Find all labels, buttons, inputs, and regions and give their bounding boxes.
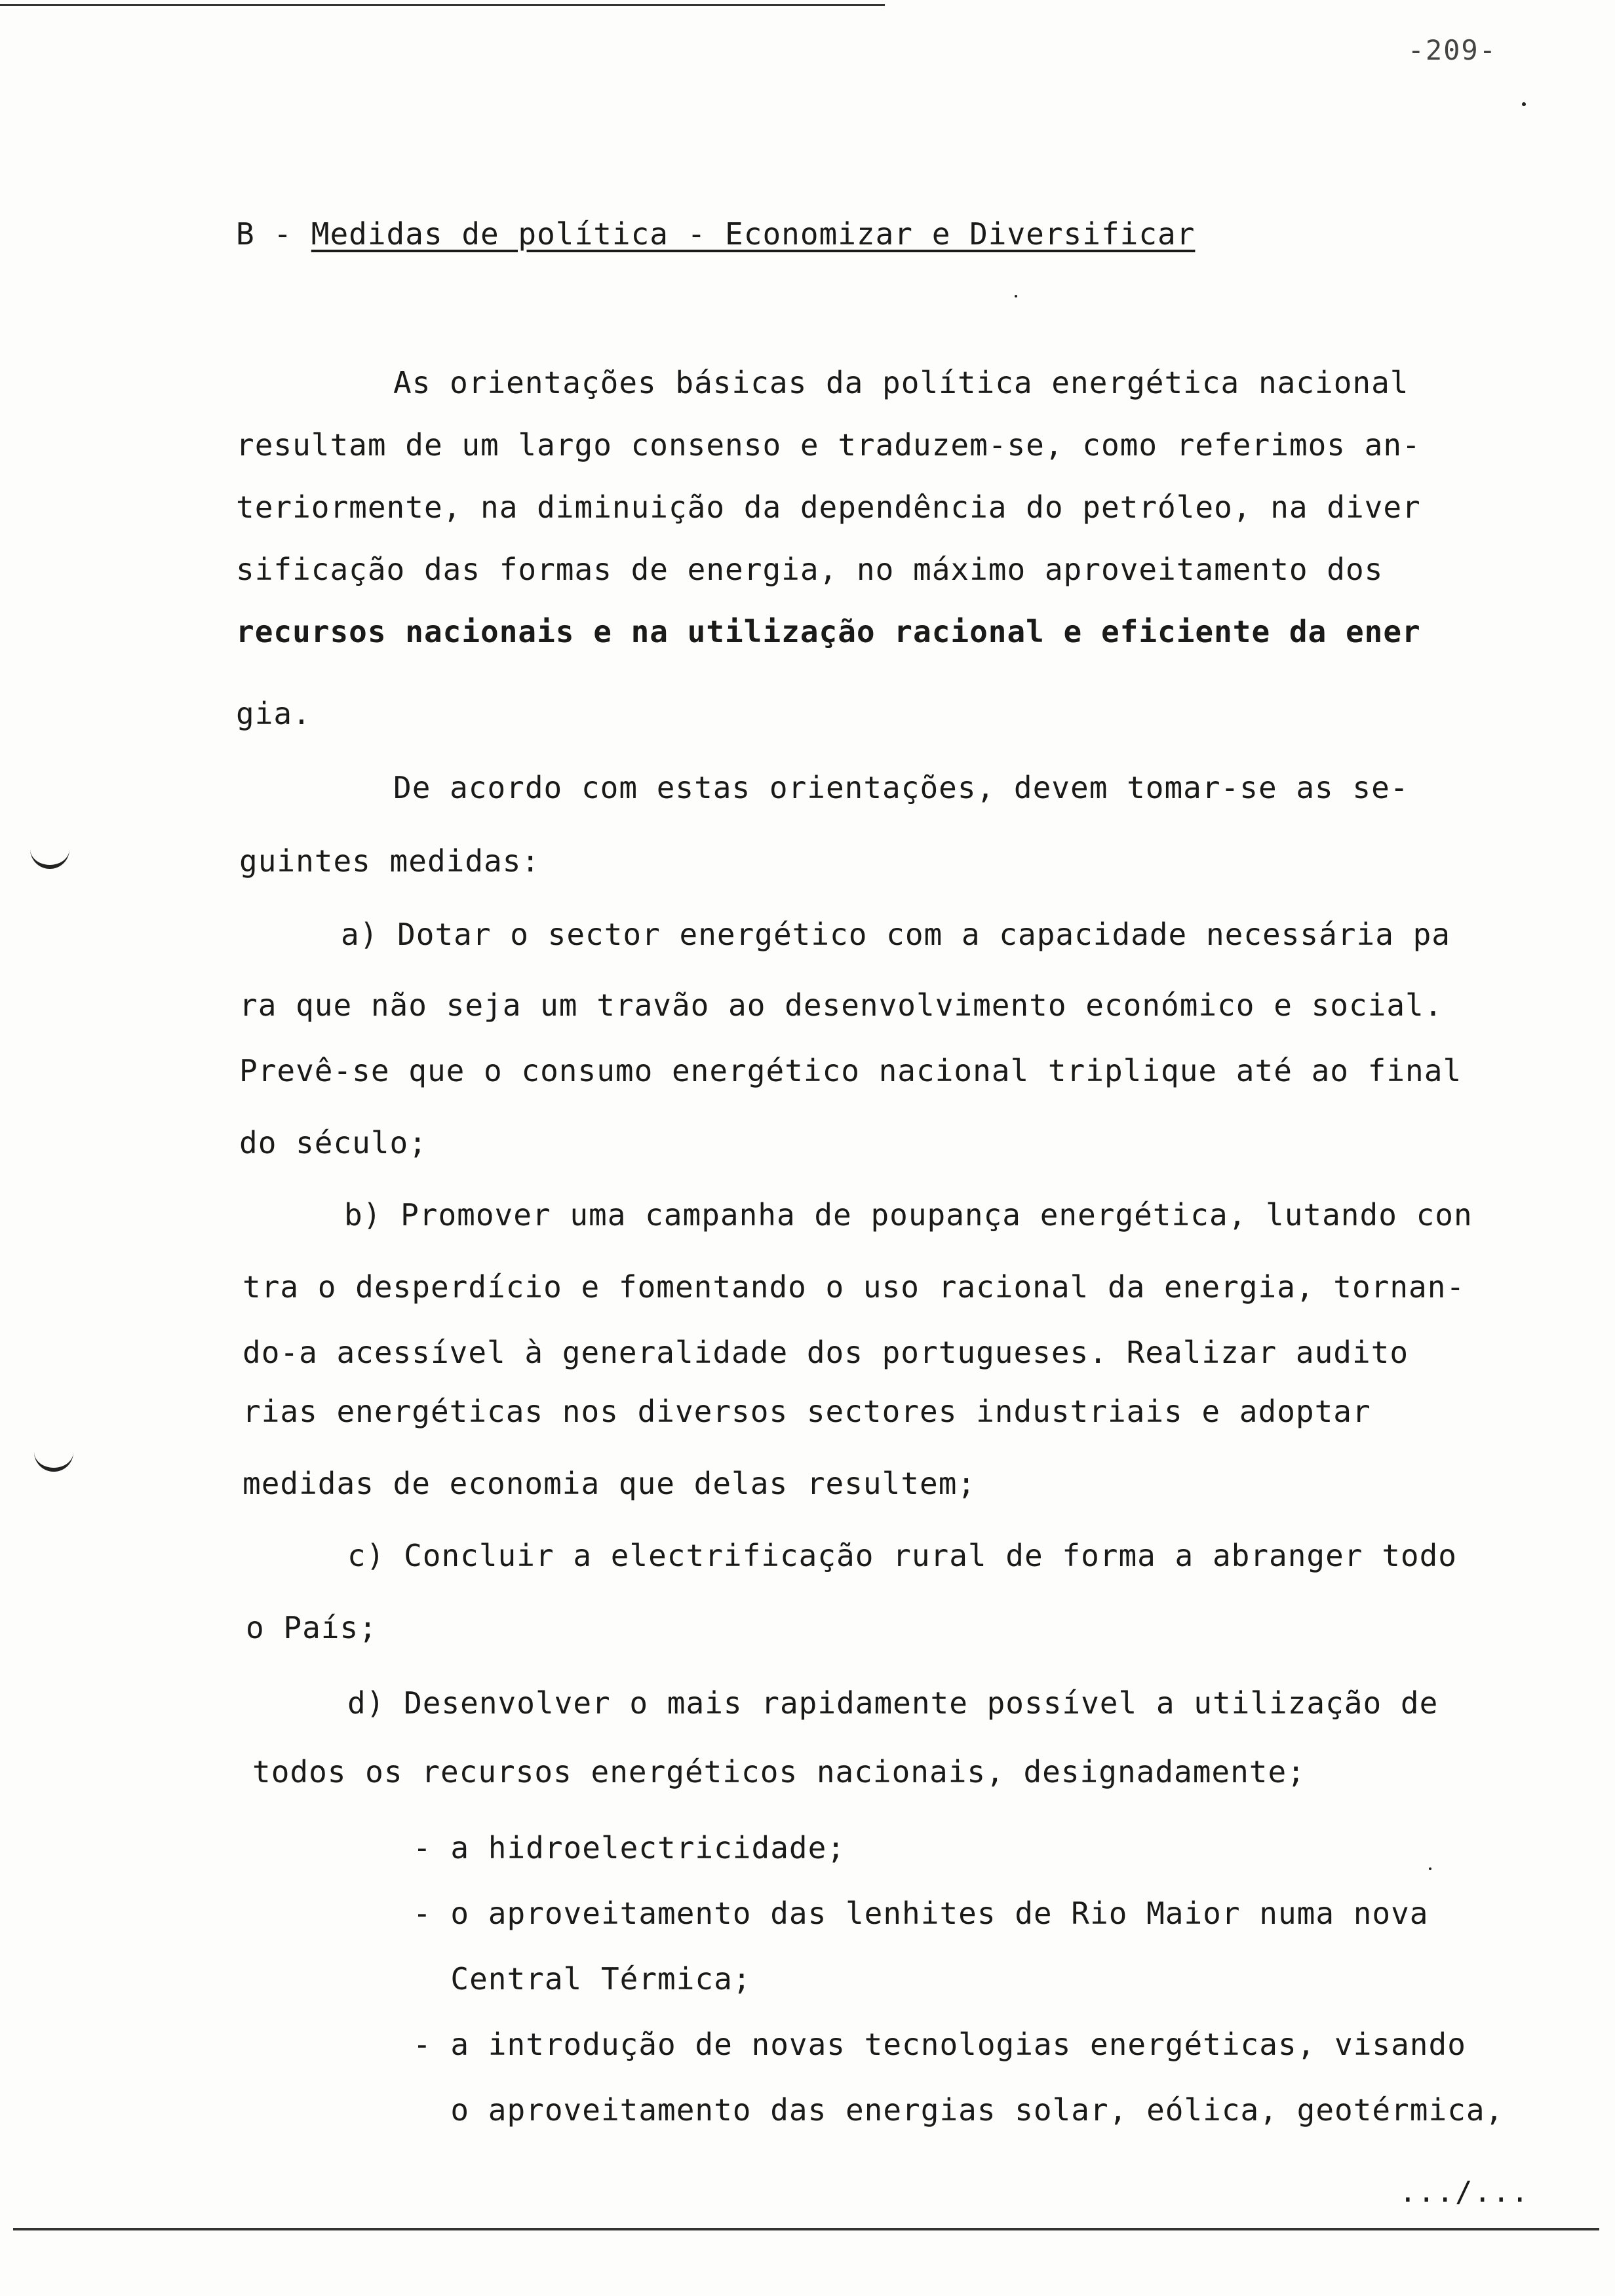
page-number: -209-: [1407, 34, 1497, 66]
item-b-line-4: rias energéticas nos diversos sectores industriais e adoptar: [243, 1394, 1371, 1429]
intro-line-1: As orientações básicas da política energética nacional: [393, 365, 1409, 400]
measures-intro-line-1: De acordo com estas orientações, devem tomar-se as se-: [393, 770, 1409, 805]
sub-item-lenhites-cont: Central Térmica;: [413, 1961, 752, 1997]
measures-intro-line-2: guintes medidas:: [239, 843, 541, 879]
sub-item-lenhites: - o aproveitamento das lenhites de Rio Maior numa nova: [413, 1896, 1429, 1931]
continuation-mark: .../...: [1399, 2175, 1530, 2209]
item-a-line-3: Prevê-se que o consumo energético nacional triplique até ao final: [239, 1053, 1462, 1088]
heading-prefix: B -: [236, 216, 311, 252]
item-a-line-1: a) Dotar o sector energético com a capacidade necessária pa: [341, 917, 1450, 952]
item-b-line-5: medidas de economia que delas resultem;: [243, 1466, 977, 1501]
speck: [1522, 102, 1526, 106]
intro-line-3: teriormente, na diminuição da dependência do petróleo, na diver: [236, 489, 1421, 525]
heading-title: Medidas de política - Economizar e Diversificar: [311, 216, 1196, 252]
sub-item-new-tech-cont: o aproveitamento das energias solar, eólica, geotérmica,: [413, 2092, 1504, 2128]
item-d-line-2: todos os recursos energéticos nacionais, designadamente;: [252, 1754, 1306, 1789]
item-d-line-1: d) Desenvolver o mais rapidamente possível a utilização de: [347, 1685, 1439, 1721]
item-b-line-2: tra o desperdício e fomentando o uso racional da energia, tornan-: [243, 1269, 1466, 1305]
item-c-line-1: c) Concluir a electrificação rural de forma a abranger todo: [347, 1538, 1457, 1573]
speck: [1429, 1867, 1431, 1870]
intro-line-5: recursos nacionais e na utilização racional e eficiente da ener: [236, 614, 1421, 649]
sub-item-new-tech: - a introdução de novas tecnologias energéticas, visando: [413, 2027, 1466, 2062]
intro-line-6: gia.: [236, 696, 311, 731]
punch-hole-mark: [30, 845, 69, 869]
bottom-rule: [13, 2228, 1599, 2230]
item-a-line-2: ra que não seja um travão ao desenvolvimento económico e social.: [239, 987, 1443, 1023]
section-heading: [236, 216, 1195, 252]
speck: [1015, 295, 1017, 297]
intro-line-4: sificação das formas de energia, no máximo aproveitamento dos: [236, 552, 1384, 587]
punch-hole-mark: [34, 1448, 73, 1472]
item-c-line-2: o País;: [246, 1610, 378, 1645]
sub-item-hydro: - a hidroelectricidade;: [413, 1830, 846, 1866]
intro-line-2: resultam de um largo consenso e traduzem-se, como referimos an-: [236, 427, 1421, 463]
item-b-line-1: b) Promover uma campanha de poupança energética, lutando con: [344, 1197, 1473, 1233]
item-b-line-3: do-a acessível à generalidade dos portugueses. Realizar audito: [243, 1335, 1409, 1370]
item-a-line-4: do século;: [239, 1125, 427, 1160]
top-rule: [0, 4, 885, 6]
